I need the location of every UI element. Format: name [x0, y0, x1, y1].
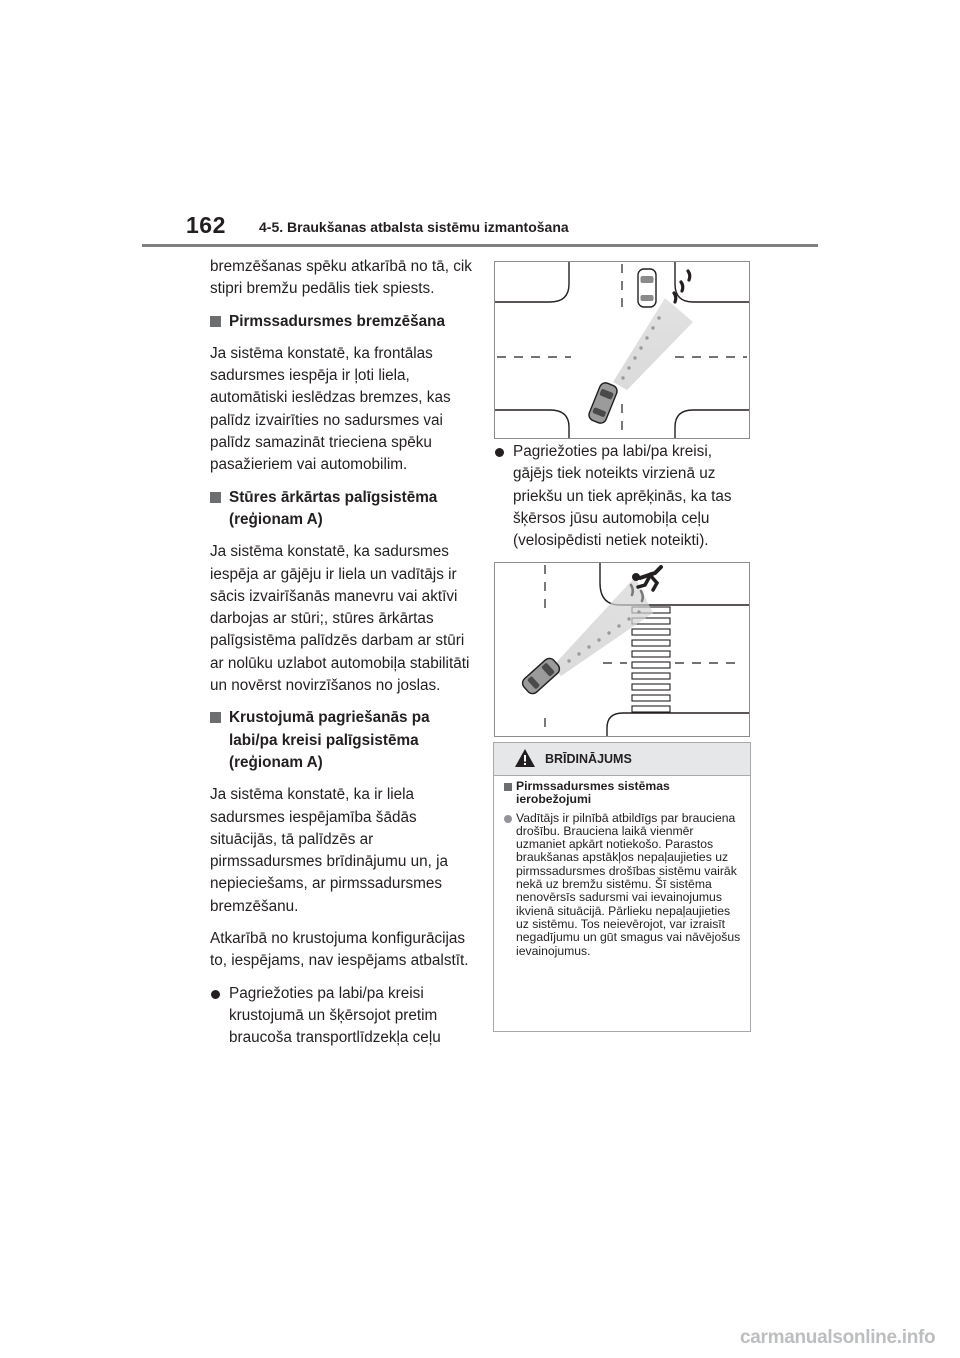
paragraph-configuration-note: Atkarībā no krustojuma konfigurācijas to, iespējams, nav iespējams atbalstīt.: [210, 930, 469, 970]
header-rule: [142, 244, 818, 247]
square-bullet-icon: [210, 316, 221, 327]
section-title: 4-5. Braukšanas atbalsta sistēmu izmantošana: [259, 219, 569, 235]
subhead-intersection-turn-assist: [210, 707, 472, 774]
warning-subhead: [504, 780, 742, 807]
page-number: 162: [186, 212, 226, 238]
watermark-logo: carmanualsonline.info: [740, 1327, 936, 1348]
round-bullet-icon: [495, 448, 504, 457]
subhead-pre-collision-braking: [210, 311, 472, 333]
warning-triangle-icon: [514, 748, 536, 768]
warning-title: BRĪDINĀJUMS: [545, 752, 632, 766]
square-bullet-icon: [210, 492, 221, 503]
right-column-text: [494, 441, 756, 562]
subhead-emergency-steering: [210, 487, 472, 532]
subhead-text: Krustojumā pagriešanās pa labi/pa kreisi palīgsistēma (reģionam A): [229, 709, 430, 771]
subhead-text: Stūres ārkārtas palīgsistēma (reģionam A): [229, 488, 438, 528]
pedestrian-icon: [632, 567, 661, 590]
round-bullet-icon: [504, 815, 512, 823]
pedestrian-crossing-illustration: [495, 563, 749, 736]
paragraph-intersection-turn-assist: Ja sistēma konstatē, ka ir liela sadursmes iespējamība šādās situācijās, tā palīdzēs ar pirmssadursmes brīdinājumu un, ja nepieciešams, ar pirmssadursmes bremzēšanu.: [210, 786, 449, 915]
left-column: [210, 256, 472, 1060]
bullet-pedestrian-detection: [494, 441, 756, 552]
round-bullet-icon: [211, 990, 220, 999]
warning-header: [494, 743, 750, 776]
paragraph-pre-collision-braking: Ja sistēma konstatē, ka frontālas sadursmes iespēja ir ļoti liela, automātiski ieslēdzas bremzes, kas palīdz izvairīties no sadursmes vai palīdz samazināt trieciena spēku pasažieriem vai automobilim.: [210, 344, 451, 474]
subhead-text: Pirmssadursmes bremzēšana: [229, 312, 445, 330]
bullet-text: Pagriežoties pa labi/pa kreisi krustojumā un šķērsojot pretim braucoša transportlīdzekļa ceļu: [229, 984, 441, 1047]
page-header: [0, 0, 960, 250]
warning-subhead-text: Pirmssadursmes sistēmas ierobežojumi: [516, 779, 670, 807]
warning-body: [494, 776, 750, 958]
square-bullet-icon: [210, 712, 221, 723]
warning-item: [504, 812, 742, 958]
intersection-vehicle-illustration: [495, 262, 749, 438]
bullet-text: Pagriežoties pa labi/pa kreisi, gājējs tiek noteikts virzienā uz priekšu un tiek aprēķinās, ka tas šķērsos jūsu automobiļa ceļu (velosipēdisti netiek noteikti).: [513, 443, 732, 550]
warning-box: [493, 742, 751, 1032]
figure-oncoming-vehicle-turn: [494, 261, 750, 439]
intro-paragraph: bremzēšanas spēku atkarībā no tā, cik stipri bremžu pedālis tiek spiests.: [210, 258, 472, 298]
figure-pedestrian-crossing: [494, 562, 750, 737]
bullet-oncoming-vehicle: [210, 983, 472, 1050]
warning-item-text: Vadītājs ir pilnībā atbildīgs par brauciena drošību. Brauciena laikā vienmēr uzmaniet apkārt notiekošo. Parastos braukšanas apstākļos nepaļaujieties uz pirmssadursmes drošības sistēmu vairāk nekā uz bremžu sistēmu. Šī sistēma nenovērsīs sadursmi vai ievainojumus ikvienā situācijā. Pārlieku nepaļaujieties uz sistēmu. Tos neievērojot, var izraisīt negadījumu un gūt smagus vai nāvējošus ievainojumus.: [516, 810, 741, 958]
paragraph-emergency-steering: Ja sistēma konstatē, ka sadursmes iespēja ar gājēju ir liela un vadītājs ir sācis izvairīšanās manevru vai aktīvi darbojas ar stūri;, stūres ārkārtas palīgsistēma palīdzēs darbam ar stūri ar nolūku uzlabot automobiļa stabilitāti un novērst novirzīšanos no joslas.: [210, 543, 470, 695]
square-bullet-icon: [504, 783, 512, 791]
